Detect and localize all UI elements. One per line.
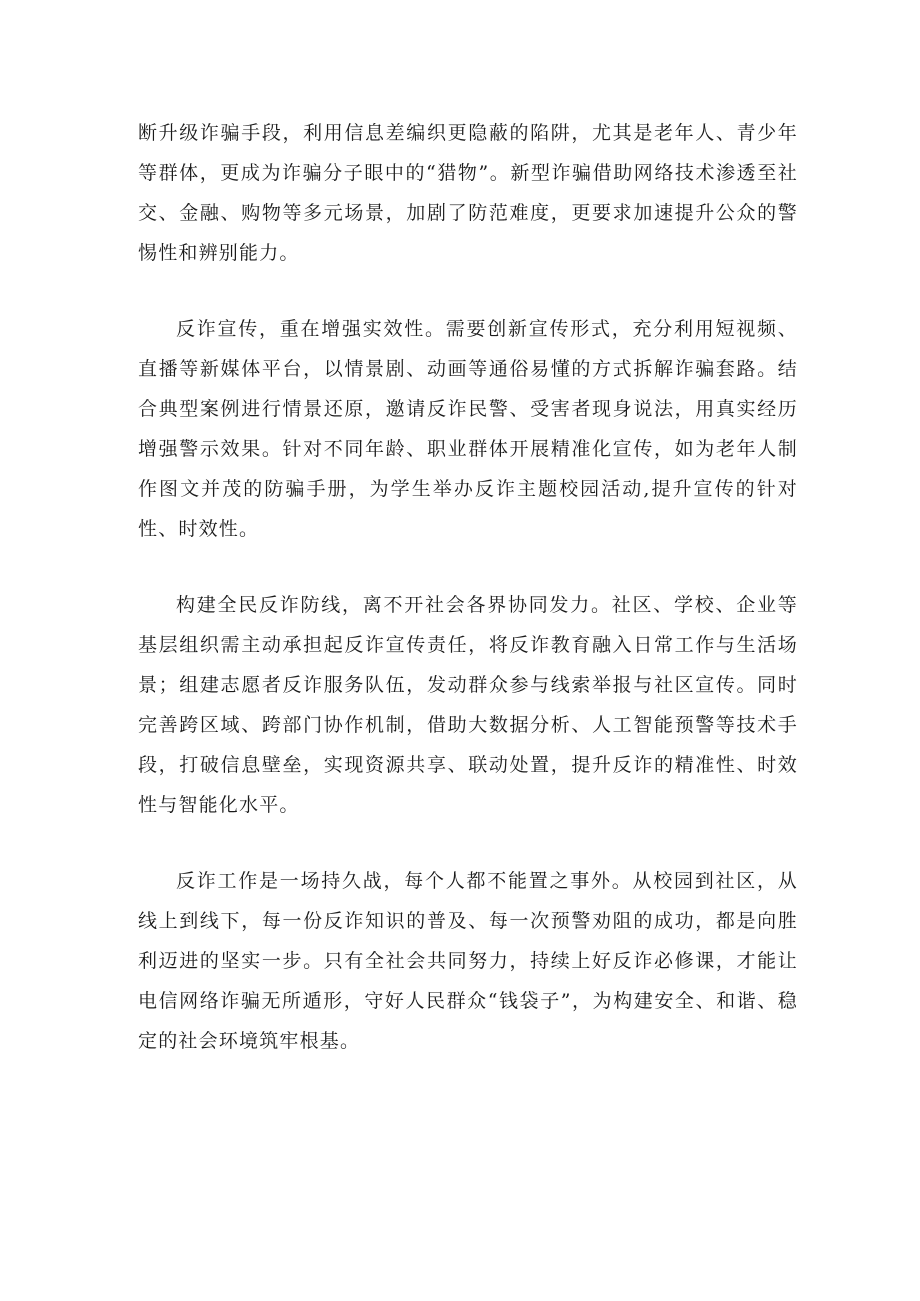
paragraph-conclusion: 反诈工作是一场持久战，每个人都不能置之事外。从校园到社区，从线上到线下，每一份反诈知识的普及、每一次预警劝阻的成功，都是向胜利迈进的坚实一步。只有全社会共同努力，持续上好反诈必修课，才能让电信网络诈骗无所遁形，守好人民群众“钱袋子”，为构建安全、和谐、稳定的社会环境筑牢根基。 [138,870,798,1052]
paragraph-continuation: 断升级诈骗手段，利用信息差编织更隐蔽的陷阱，尤其是老年人、青少年等群体，更成为诈骗分子眼中的“猎物”。新型诈骗借助网络技术渗透至社交、金融、购物等多元场景，加剧了防范难度，更要求加速提升公众的警惕性和辨别能力。 [138,122,798,264]
paragraph-collaboration: 构建全民反诈防线，离不开社会各界协同发力。社区、学校、企业等基层组织需主动承担起反诈宣传责任，将反诈教育融入日常工作与生活场景；组建志愿者反诈服务队伍，发动群众参与线索举报与社区宣传。同时完善跨区域、跨部门协作机制，借助大数据分析、人工智能预警等技术手段，打破信息壁垒，实现资源共享、联动处置，提升反诈的精准性、时效性与智能化水平。 [138,594,798,816]
paragraph-publicity-effectiveness: 反诈宣传，重在增强实效性。需要创新宣传形式，充分利用短视频、直播等新媒体平台，以情景剧、动画等通俗易懂的方式拆解诈骗套路。结合典型案例进行情景还原，邀请反诈民警、受害者现身说法，用真实经历增强警示效果。针对不同年龄、职业群体开展精准化宣传，如为老年人制作图文并茂的防骗手册，为学生举办反诈主题校园活动,提升宣传的针对性、时效性。 [138,318,798,540]
document-body [138,113,798,1097]
